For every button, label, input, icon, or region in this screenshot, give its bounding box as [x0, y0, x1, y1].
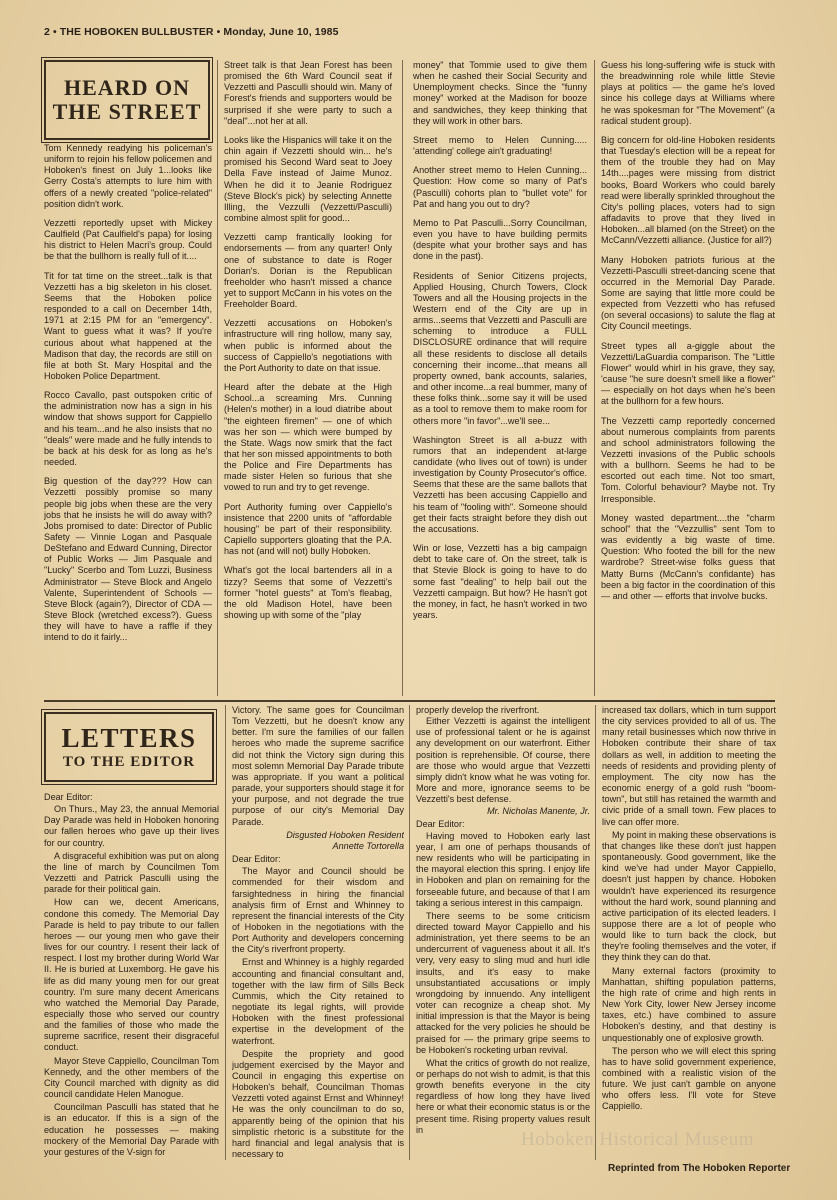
letter-paragraph: increased tax dollars, which in turn support the city services provided to all of us. The many retail businesses which now thrive in Hoboken contribute their share of tax dollars as well, in addition to meeting the needs of residents and providing plenty of employment. The city now has the economic energy of a gold rush "boom-town", but still has retained the warmth and civic pride of a small town. Few places to live can offer more. [602, 705, 776, 827]
section-divider [44, 700, 775, 702]
heard-column-4 [601, 60, 775, 697]
letter-paragraph: There seems to be some criticism directed toward Mayor Cappiello and his administration, yet there seems to be an undercurrent of vagueness about it all. It's very, very easy to sling mud and hurl idle insults, and it's easy to make unsubstantiated accusations or imply wrongdoing by innuendo. Any intelligent voter can recognize a cheap shot. My initial impression is that the Mayor is being attacked for the very policies he should be praised for — the primary gripe seems to be Hoboken's rocketing urban revival. [416, 910, 590, 1055]
letter-paragraph: A disgraceful exhibition was put on along the line of march by Councilmen Tom Vezzetti and Patrick Pasculli using the parade for their political gain. [44, 850, 219, 895]
letters-column-3 [416, 705, 590, 1160]
heard-on-the-street-masthead [44, 60, 210, 140]
column-divider [594, 60, 595, 696]
letter-paragraph: Councilman Pasculli has stated that he is an educator. If this is a sign of the education he possesses — making mockery of the Memorial Day Parade with your gestures of the V-sign for [44, 1102, 219, 1157]
letter-paragraph: properly develop the riverfront. [416, 705, 540, 715]
item-paragraph: Win or lose, Vezzetti has a big campaign debt to take care of. On the street, talk is that Stevie Block is going to have to do some fast "dealing" to help bail out the Vezzetti campaign. But how? He hasn't got the money, in fact, he hasn't worked in two years. [413, 543, 587, 621]
museum-watermark: Hoboken Historical Museum [521, 1129, 755, 1150]
item-paragraph: Tom Kennedy readying his policeman's uniform to rejoin his fellow policemen and Hoboken's finest on July 1...looks like Gerry Costa's attempts to lure him with offers of a newly created "police-related" position didn't work. [44, 143, 212, 209]
item-paragraph: Vezzetti accusations on Hoboken's infrastructure will ring hollow, many say, when public is informed about the success of Cappiello's negotiations with the Port Authority to date on that issue. [224, 318, 392, 373]
item-paragraph: Big question of the day??? How can Vezzetti possibly promise so many people big jobs when these are the very jobs that he insists he will do away with? Jobs promised to date: Director of Public Safety — Vinnie Logan and Pasquale DeStefano and Edward Cunning, Director of Public Works — Jim Pasquale and "Lucky" Scerbo and Tom Luzzi, Business Administrator — Steve Block and Angelo Valente, Superintendent of Schools — Steve Block (again?), Director of CDA — Steve Block (wretched excess?). Guess they will have to have a raffle if they intend to do it fairly... [44, 476, 212, 643]
column-divider [217, 60, 218, 696]
item-paragraph: Street talk is that Jean Forest has been promised the 6th Ward Council seat if Vezzetti and Pasculli should win. Many of Forest's friends and supporters would be surprised if she were party to such a "deal"...not her at all. [224, 60, 392, 126]
item-paragraph: Washington Street is all a-buzz with rumors that an independent at-large candidate (who lives out of town) is under investigation by County Prosecutor's office. Seems that these are the same ballots that Vezzetti has been accusing Cappiello and his team of "fooling with". Someone should get their facts straight before they dish out the accusations. [413, 434, 587, 534]
heard-column-2 [224, 60, 392, 697]
item-paragraph: Money wasted department....the "charm school" that the "Vezzullis" sent Tom to was evidently a big waste of time. Question: Who footed the bill for the new wardrobe? Street-wise folks guess that Matty Burns (McCann's confidante) has been a big factor in the coordination of this — and other — efforts that involve bucks. [601, 512, 775, 601]
letters-column-2 [232, 705, 404, 1160]
letter-paragraph: My point in making these observations is that changes like these don't just happen spontaneously. Good government, like the kind we've had under Mayor Cappiello, doesn't just happen by chance. Hoboken wouldn't have experienced its resurgence without the hard work, sound planning and active participation of its elected leaders. I suppose there are a lot of people who would like to turn back the clock, but they're fooling themselves and the voter, if they think they can do that. [602, 829, 776, 963]
heard-column-3 [413, 60, 587, 697]
letter-paragraph: What the critics of growth do not realize, or perhaps do not wish to admit, is that this growth benefits everyone in the city regardless of how long they have lived here or what their economic status is or the present time. Rising property values result in [416, 1057, 590, 1135]
item-paragraph: What's got the local bartenders all in a tizzy? Seems that some of Vezzetti's former "hotel guests" at Tom's fleabag, the old Madison Hotel, have been showing up with some of the "play [224, 565, 392, 621]
heard-column-1 [44, 143, 212, 697]
item-paragraph: money" that Tommie used to give them when he cashed their Social Security and Unemployment checks. Since the "funny money" worked at the Madison for booze and sandwiches, they keep thinking that they will work in other bars. [413, 60, 587, 126]
letter-paragraph: Ernst and Whinney is a highly regarded accounting and financial consultant and, together with the law firm of Sills Beck Cummis, which the City retained to negotiate its legal rights, will provide Hoboken with the finest professional expertise in the development of the waterfront. [232, 957, 404, 1046]
item-paragraph: Looks like the Hispanics will take it on the chin again if Vezzetti should win... he's promised his Second Ward seat to Joey Della Fave instead of Jaime Munoz. When he did it to Jeanie Rodriguez (Steve Block's pick) by selecting Annette Illing, the Vezzulli (Vezzetti/Pasculli) combine almost split for good... [224, 134, 392, 224]
letter-signature: Mr. Nicholas Manente, Jr. [487, 806, 590, 817]
item-paragraph: Another street memo to Helen Cunning... Question: How come so many of Pat's (Pasculli) cohorts plan to "bullet vote" for Pat and hang you out to dry? [413, 165, 587, 209]
item-paragraph: Tit for tat time on the street...talk is that Vezzetti has a big skeleton in his closet. Seems that the Hoboken police responded to a call on December 14th, 1971 at 2:15 PM for an "emergency". Want to guess what it was? If you're curious about what happened at the Madison that day, the records are still on file at both St. Mary Hospital and the Hoboken Police Department. [44, 270, 212, 381]
letter-paragraph: Victory. The same goes for Councilman Tom Vezzetti, but he doesn't know any better. I'm sure the families of our fallen heroes who made the supreme sacrifice did not think the Victory sign during this most solemn Memorial Day Parade tribute was appropriate. If you want a political parade, your supporters should stage it for your purpose, and not degrade the true purpose of our city's Memorial Day Parade. [232, 705, 404, 827]
letter-paragraph: Mayor Steve Cappiello, Councilman Tom Kennedy, and the other members of the City Council marched with dignity as did council candidate Helen Manogue. [44, 1055, 219, 1100]
letter-paragraph: The person who we will elect this spring has to have solid government experience, combined with a realistic vision of the future. We just can't gamble on anyone who offers less. I'll vote for Steve Cappiello. [602, 1045, 776, 1112]
item-paragraph: Big concern for old-line Hoboken residents that Tuesday's election will be a repeat for them of the trouble they had on May 14th....pages were missing from district books, Board Workers who could barely read were liberally sprinkled throughout the City's polling places, voters had to sign affadavits to prove that they lived in Hoboken...all blamed (on the Street) on the McCann/Vezzetti alliance. (Justice for all?) [601, 134, 775, 246]
letter-paragraph: Either Vezzetti is against the intelligent use of professional talent or he is against any development on our waterfront. Either position is reprehensible. Of course, there are those who would argue that Vezzetti simply didn't know what he was voting for. More and more, ignorance seems to be Vezzetti's best defense. [416, 716, 590, 805]
item-paragraph: The Vezzetti camp reportedly concerned about numerous complaints from parents and school administrators following the Vezzetti invasions of the Public schools with a bullhorn. Seems he had to be escorted out each time. Not too smart, Tom. Colorful behaviour? Maybe not. Try Irresponsible. [601, 415, 775, 504]
letters-title-line2: TO THE EDITOR [62, 754, 196, 770]
letter-paragraph: On Thurs., May 23, the annual Memorial Day Parade was held in Hoboken honoring our fallen heroes who gave up their lives for our country. [44, 804, 219, 848]
letter-paragraph: How can we, decent Americans, condone this comedy. The Memorial Day Parade is held to pay tribute to our fallen heroes — our young men who gave their lives for our country. I resent their lack of respect. I lost my brother during World War II. He is buried at Luxemborg. He gave his life as did many young men for our great country. I'm sure many decent Americans who watched the Memorial Day Parade, especially those who served our country and the families of those who made the supreme sacrifice, resent their disgraceful conduct. [44, 897, 219, 1053]
letters-column-4 [602, 705, 776, 1125]
letter-salutation: Dear Editor: [232, 854, 281, 865]
item-paragraph: Guess his long-suffering wife is stuck with the breadwinning role while little Stevie plays at politics — the game he's loved since his college days at Williams where he was spokesman for "The Movement" (a radical student group). [601, 60, 775, 126]
column-divider [595, 705, 596, 1160]
heard-title-line1: HEARD ON [64, 75, 190, 100]
letters-column-1 [44, 792, 219, 1160]
reprint-credit: Reprinted from The Hoboken Reporter [608, 1163, 791, 1174]
item-paragraph: Heard after the debate at the High School...a screaming Mrs. Cunning (Helen's mother) in a loud diatribe about "the eighteen firemen" — one of which was her son — which were bumped by the State. Wags now smirk that the fact that her son missed appointments to both the Police and Fire Departments has made sister Helen so furious that she vowed to run and try to get revenge. [224, 382, 392, 493]
letter-paragraph: Many external factors (proximity to Manhattan, shifting population patterns, the high rate of crime and high rents in New York City, lower New Jersey income taxes, etc.) have combined to assure Hoboken's destiny, and that destiny is unquestionably one of explosive growth. [602, 965, 776, 1043]
item-paragraph: Memo to Pat Pasculli...Sorry Councilman, even you have to have building permits (despite what your brother says and has done in the past). [413, 217, 587, 262]
column-divider [225, 705, 226, 1160]
letter-paragraph: Despite the propriety and good judgement exercised by the Mayor and Council in engaging this expertise on Hoboken's behalf, Councilman Thomas Vezzetti voted against Ernst and Whinney! He was the only councilman to do so, apparently being of the opinion that his simplistic rhetoric is a substitute for the hard financial and legal analysis that is necessary to [232, 1048, 404, 1160]
folio-line: 2 • THE HOBOKEN BULLBUSTER • Monday, June 10, 1985 [44, 26, 339, 38]
column-divider [409, 705, 410, 1160]
item-paragraph: Vezzetti reportedly upset with Mickey Caulfield (Pat Caulfield's papa) for losing his district to Helen Macri's group. Could be that the bullhorn is really full of it.... [44, 217, 212, 262]
letter-salutation: Dear Editor: [44, 792, 93, 802]
heard-title-line2: THE STREET [52, 99, 202, 124]
letter-signature: Annette Tortorella [332, 840, 404, 851]
letter-paragraph: Having moved to Hoboken early last year, I am one of perhaps thousands of new residents who will be participating in the mayoral election this spring. I enjoy life in Hoboken and plan on remaining for the forseeable future, and because of that I am taking a serious interest in this campaign. [416, 830, 590, 908]
item-paragraph: Many Hoboken patriots furious at the Vezzetti-Pasculli street-dancing scene that occurred in the Memorial Day Parade. Some are saying that little more could be expected from Vezzetti who has refused (on several occasions) to salute the flag at City Council meetings. [601, 254, 775, 332]
item-paragraph: Vezzetti camp frantically looking for endorsements — from any quarter! Only one of substance to date is Roger Dorian's. Dorian is the Republican freeholder who hasn't missed a chance yet to support McCann in his votes on the Freeholder Board. [224, 232, 392, 310]
column-divider [402, 60, 403, 696]
letter-signature: Disgusted Hoboken Resident [286, 829, 404, 840]
item-paragraph: Street types all a-giggle about the Vezzetti/LaGuardia comparison. The "Little Flower" would whirl in his grave, they say, 'cause "he sure doesn't smell like a flower" — especially on hot days when he's been at the bullhorn for a few hours. [601, 340, 775, 407]
letter-paragraph: The Mayor and Council should be commended for their wisdom and farsightedness in hiring the financial analysis firm of Ernst and Whinney to represent the financial interests of the City of Hoboken in the negotiations with the Port Authority and developers concerning the City's riverfront property. [232, 866, 404, 955]
item-paragraph: Street memo to Helen Cunning..... 'attending' college ain't graduating! [413, 134, 587, 157]
letters-title-line1: LETTERS [61, 723, 197, 753]
item-paragraph: Residents of Senior Citizens projects, Applied Housing, Church Towers, Clock Towers and all the Housing projects in the Western end of the City are up in arms...seems that Vezzetti and Pasculli are scheming to introduce a FULL DISCLOSURE ordinance that will require all these residents to disclose all details concerning their income...that means all property owned, bank accounts, salaries, and other income...a real bummer, many of these folks think...some say it will be used as a tool to remove them to make room for others more "in favor"...we'll see... [413, 270, 587, 426]
item-paragraph: Rocco Cavallo, past outspoken critic of the administration now has a sign in his window that shows support for Cappiello and his team...and he also insists that no "deals" were made and he fully intends to be back at his desk for as long as he's needed. [44, 390, 212, 468]
letter-salutation: Dear Editor: [416, 818, 465, 829]
item-paragraph: Port Authority fuming over Cappiello's insistence that 2200 units of "affordable housing" be part of their responsibility. Capiello supporters gloating that the P.A. has not (and will not) bully Hoboken. [224, 501, 392, 557]
letters-to-the-editor-masthead [44, 712, 214, 782]
